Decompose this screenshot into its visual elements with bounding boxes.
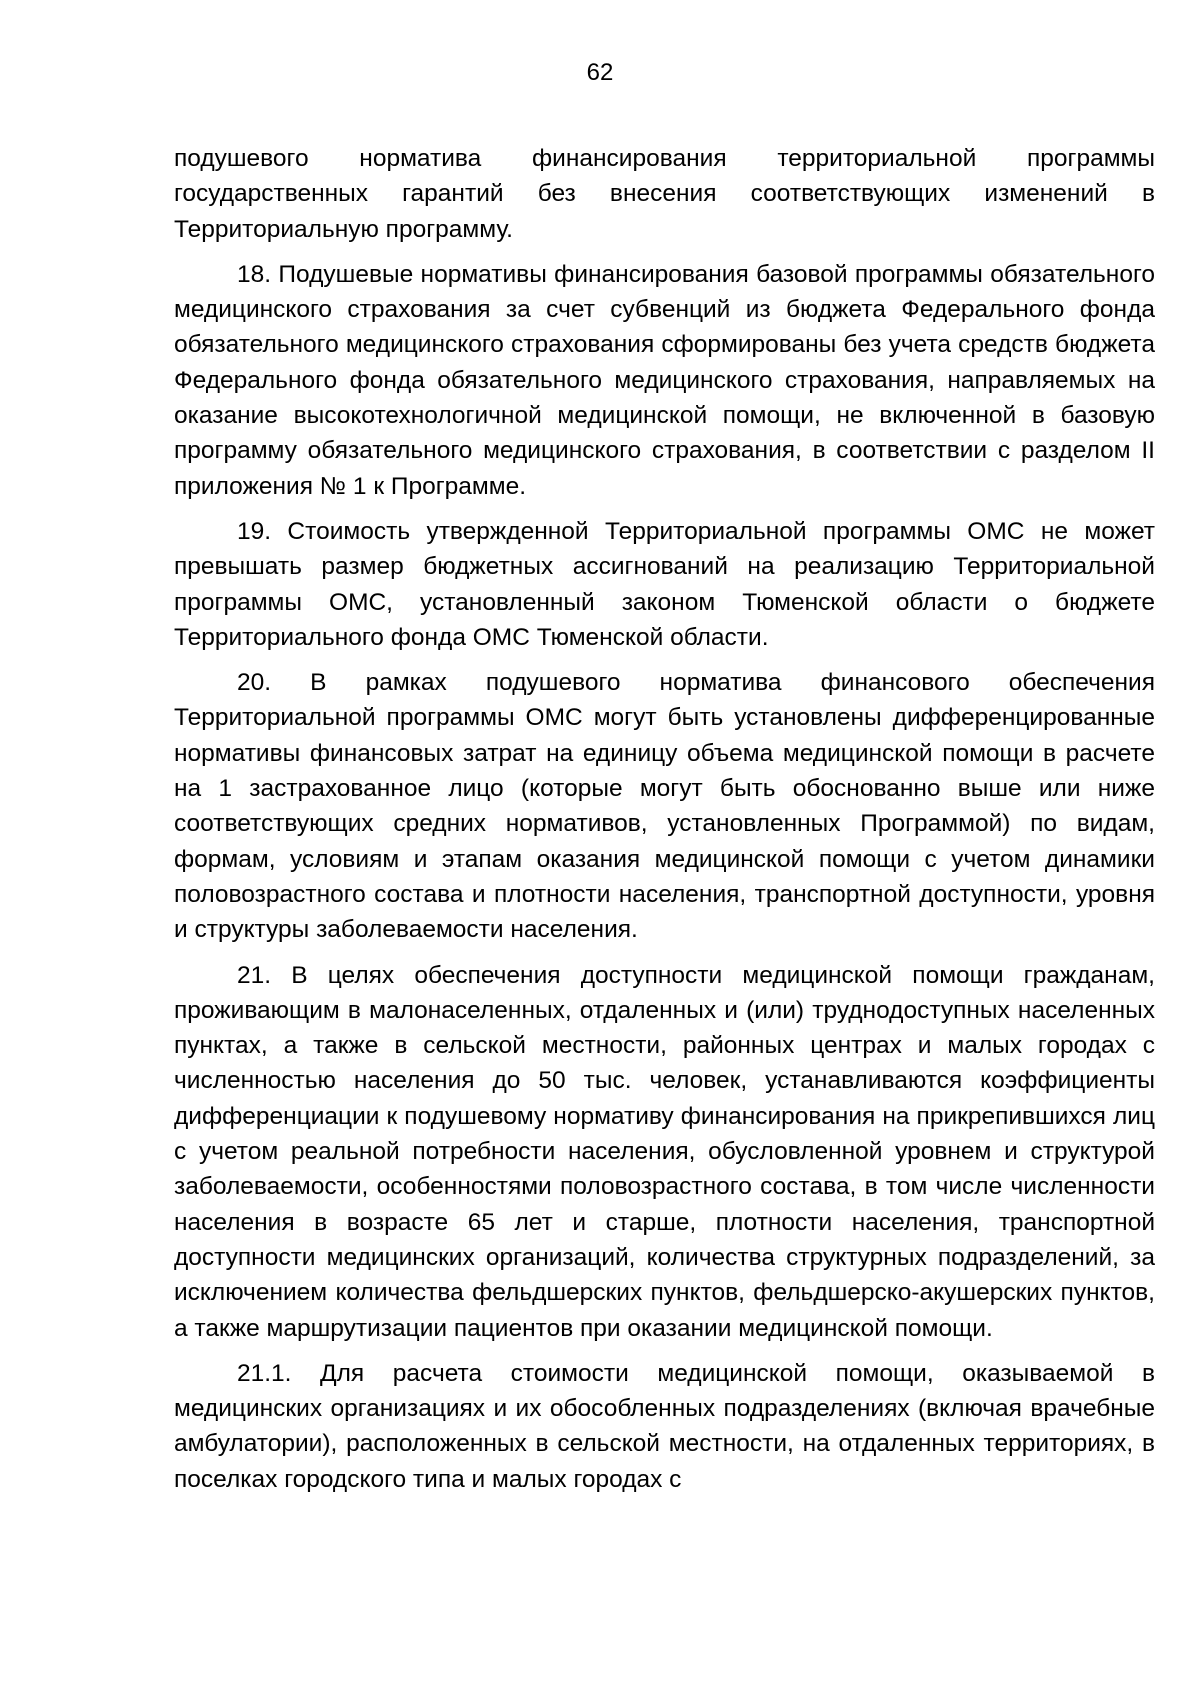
paragraph-item-21: 21. В целях обеспечения доступности медицинской помощи гражданам, проживающим в малонаселенных, отдаленных и (или) труднодоступных населенных пунктах, а также в сельской местности, районных центрах и малых городах с численностью населения до 50 тыс. человек, устанавливаются коэффициенты дифференциации к подушевому нормативу финансирования на прикрепившихся лиц с учетом реальной потребности населения, обусловленной уровнем и структурой заболеваемости, особенностями половозрастного состава, в том числе численности населения в возрасте 65 лет и старше, плотности населения, транспортной доступности медицинских организаций, количества структурных подразделений, за исключением количества фельдшерских пунктов, фельдшерско-акушерских пунктов, а также маршрутизации пациентов при оказании медицинской помощи. bbox=[174, 961, 1155, 1342]
paragraph-continuation: подушевого норматива финансирования территориальной программы государственных гарантий без внесения соответствующих изменений в Территориальную программу. bbox=[174, 145, 1155, 243]
paragraph-item-21-1: 21.1. Для расчета стоимости медицинской помощи, оказываемой в медицинских организациях и их обособленных подразделениях (включая врачебные амбулатории), расположенных в сельской местности, на отдаленных территориях, в поселках городского типа и малых городах с bbox=[174, 1359, 1155, 1493]
paragraph-item-20: 20. В рамках подушевого норматива финансового обеспечения Территориальной программы ОМС могут быть установлены дифференцированные нормативы финансовых затрат на единицу объема медицинской помощи в расчете на 1 застрахованное лицо (которые могут быть обоснованно выше или ниже соответствующих средних нормативов, установленных Программой) по видам, формам, условиям и этапам оказания медицинской помощи с учетом динамики половозрастного состава и плотности населения, транспортной доступности, уровня и структуры заболеваемости населения. bbox=[174, 669, 1155, 944]
page-number: 62 bbox=[586, 59, 614, 86]
document-body bbox=[174, 141, 1155, 1507]
paragraph-item-19: 19. Стоимость утвержденной Территориальной программы ОМС не может превышать размер бюджетных ассигнований на реализацию Территориальной программы ОМС, установленный законом Тюменской области о бюджете Территориального фонда ОМС Тюменской области. bbox=[174, 517, 1155, 651]
paragraph-item-18: 18. Подушевые нормативы финансирования базовой программы обязательного медицинского страхования за счет субвенций из бюджета Федерального фонда обязательного медицинского страхования сформированы без учета средств бюджета Федерального фонда обязательного медицинского страхования, направляемых на оказание высокотехнологичной медицинской помощи, не включенной в базовую программу обязательного медицинского страхования, в соответствии с разделом II приложения № 1 к Программе. bbox=[174, 260, 1155, 500]
